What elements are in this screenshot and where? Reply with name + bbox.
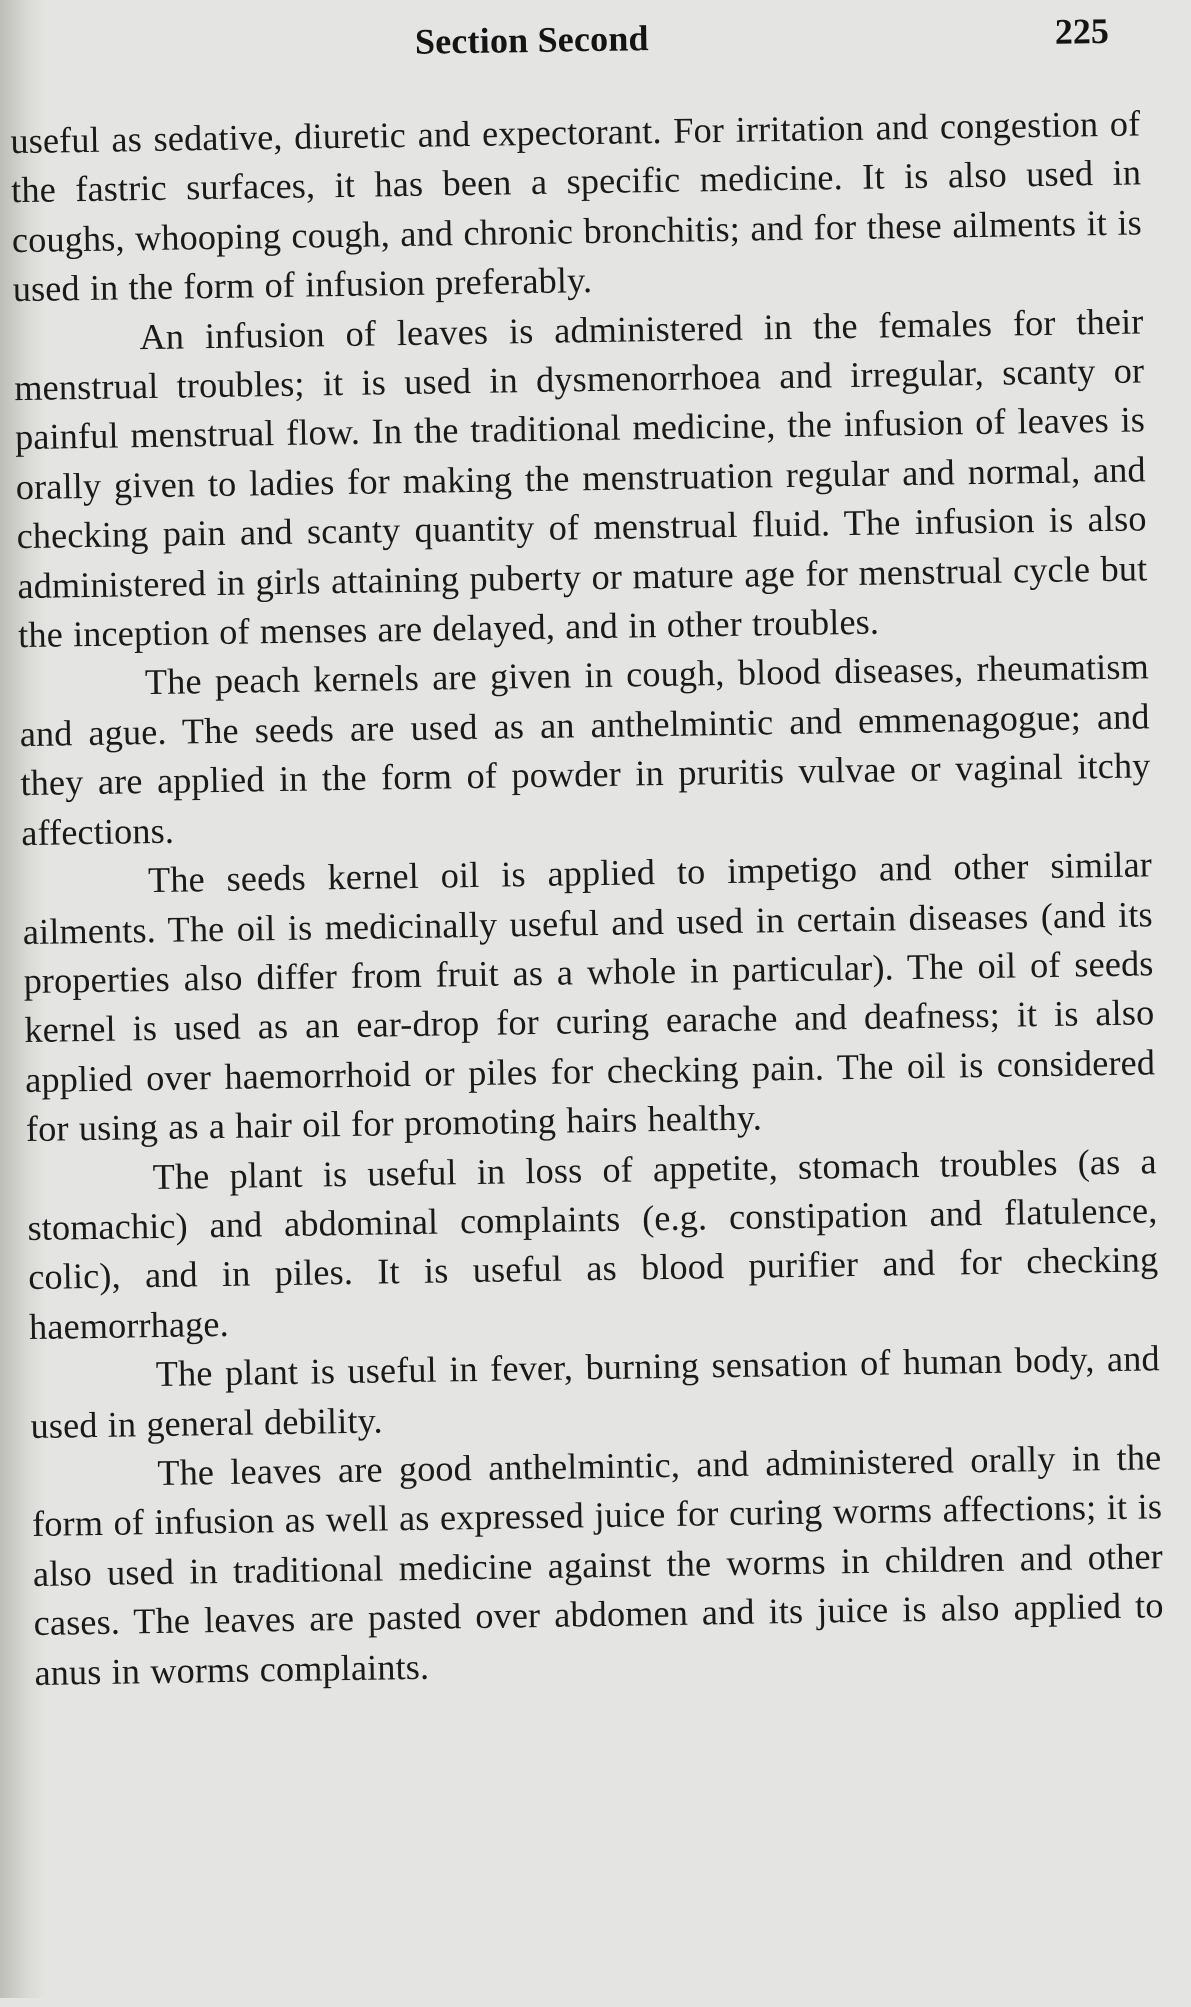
paragraph-kernel-oil: The seeds kernel oil is applied to impetigo and other similar ailments. The oil is medicinally useful and used in certain diseases (and its properties also differ from fruit as a whole in particular). The oil of seeds kernel is used as an ear-drop for curing earache and deafness; it is also applied over haemorrhoid or piles for checking pain. The oil is considered for using as a hair oil for promoting hairs healthy. (22, 844, 1156, 1150)
paragraph-leaves-anthelmintic: The leaves are good anthelmintic, and administered orally in the form of infusion as well as expressed juice for curing worms affections; it is also used in traditional medicine against the worms in children and other cases. The leaves are pasted over abdomen and its juice is also applied to anus in worms complaints. (31, 1437, 1164, 1693)
paragraph-plant-fever: The plant is useful in fever, burning sensation of human body, and used in general debility. (30, 1338, 1161, 1446)
page-header (0, 9, 1176, 72)
page-body (10, 99, 1165, 1698)
paragraph-leaves-infusion: An infusion of leaves is administered in the females for their menstrual troubles; it is used in dysmenorrhoea and irregular, scanty or painful menstrual flow. In the traditional medicine, the infusion of leaves is orally given to ladies for making the menstruation regular and normal, and checking pain and scanty quantity of menstrual fluid. The infusion is also administered in girls attaining puberty or mature age for menstrual cycle but the inception of menses are delayed, and in other troubles. (14, 301, 1148, 656)
running-head: Section Second (414, 18, 650, 62)
paragraph-continued: useful as sedative, diuretic and expectorant. For irritation and congestion of the fastric surfaces, it has been a specific medicine. It is also used in coughs, whooping cough, and chronic bronchitis; and for these ailments it is used in the form of infusion preferably. (10, 103, 1143, 310)
page-number: 225 (1054, 10, 1110, 52)
paragraph-peach-kernels: The peach kernels are given in cough, blood diseases, rheumatism and ague. The seeds are used as an anthelmintic and emmenagogue; and they are applied in the form of powder in pruritis vulvae or vaginal itchy affections. (19, 646, 1151, 853)
paragraph-plant-appetite: The plant is useful in loss of appetite, stomach troubles (as a stomachic) and abdominal complaints (e.g. constipation and flatulence, colic), and in piles. It is useful as blood purifier and for checking haemorrhage. (27, 1140, 1159, 1347)
